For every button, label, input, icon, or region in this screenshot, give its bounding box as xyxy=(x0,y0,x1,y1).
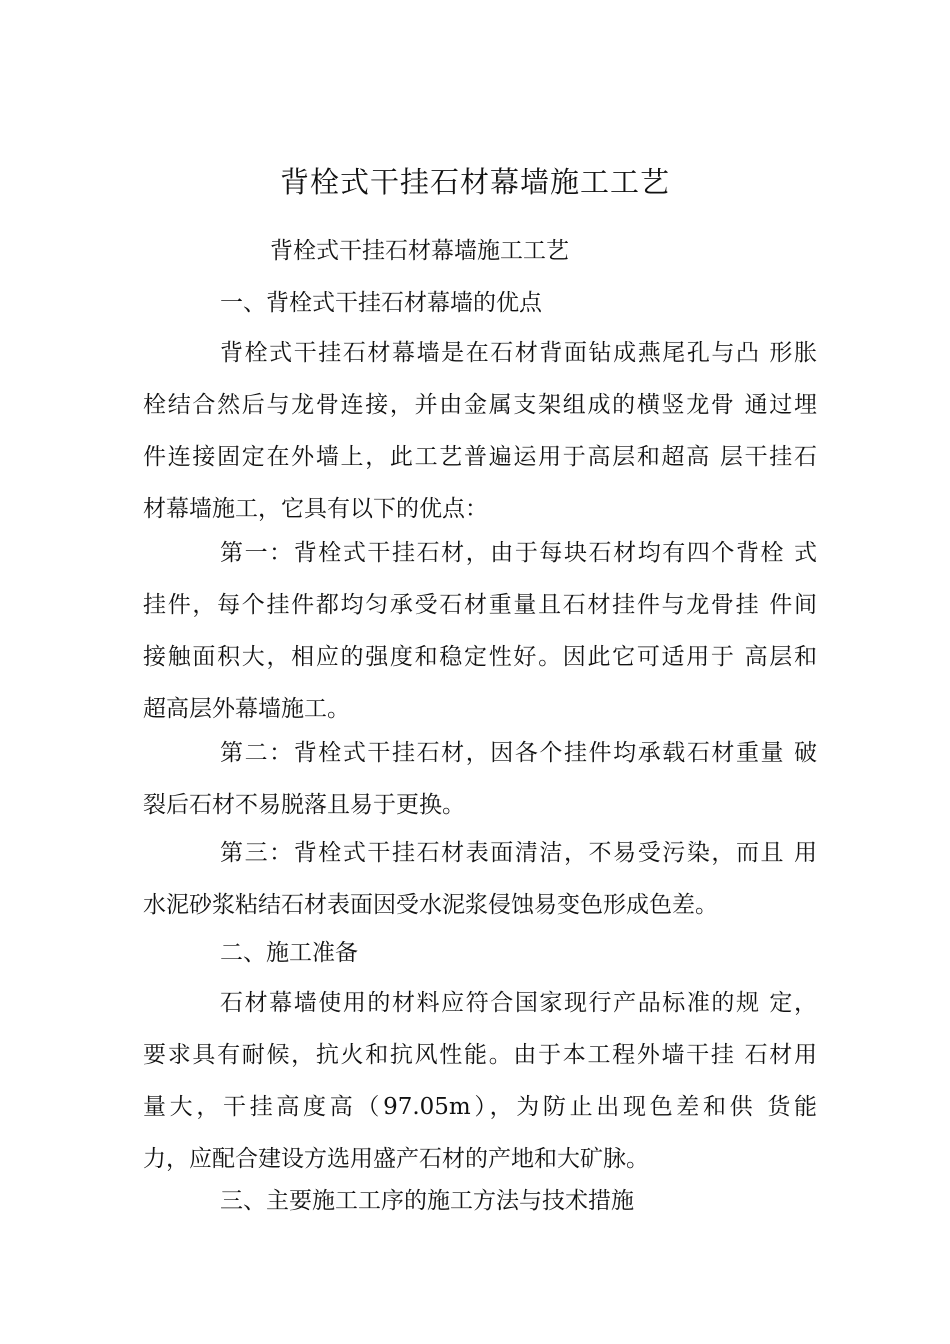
paragraph-line: 第三：背栓式干挂石材表面清洁，不易受污染，而且 用 xyxy=(220,840,817,866)
paragraph-line: 力，应配合建设方选用盛产石材的产地和大矿脉。 xyxy=(143,1146,649,1172)
paragraph-first-advantage xyxy=(143,536,817,744)
paragraph-intro xyxy=(143,336,817,544)
paragraph-line: 水泥砂浆粘结石材表面因受水泥浆侵蚀易变色形成色差。 xyxy=(143,892,718,918)
paragraph-line: 背栓式干挂石材幕墙是在石材背面钻成燕尾孔与凸 形胀 xyxy=(220,340,817,366)
paragraph-line: 挂件，每个挂件都均匀承受石材重量且石材挂件与龙骨挂 件间 xyxy=(143,592,817,618)
paragraph-line: 石材幕墙使用的材料应符合国家现行产品标准的规 定， xyxy=(220,990,817,1016)
paragraph-materials xyxy=(143,986,817,1194)
paragraph-line: 接触面积大，相应的强度和稳定性好。因此它可适用于 高层和 xyxy=(143,644,817,670)
paragraph-line: 第二：背栓式干挂石材，因各个挂件均承载石材重量 破 xyxy=(220,740,817,766)
paragraph-line: 裂后石材不易脱落且易于更换。 xyxy=(143,792,465,818)
paragraph-third-advantage xyxy=(143,836,817,940)
section-heading-advantages: 一、背栓式干挂石材幕墙的优点 xyxy=(220,290,542,316)
paragraph-line: 栓结合然后与龙骨连接，并由金属支架组成的横竖龙骨 通过埋 xyxy=(143,392,817,418)
paragraph-line: 量大，干挂高度高（97.05m），为防止出现色差和供 货能 xyxy=(143,1094,817,1120)
paragraph-line: 要求具有耐候，抗火和抗风性能。由于本工程外墙干挂 石材用 xyxy=(143,1042,817,1068)
paragraph-line: 材幕墙施工，它具有以下的优点： xyxy=(143,496,488,522)
section-heading-methods: 三、主要施工工序的施工方法与技术措施 xyxy=(220,1188,634,1214)
document-title: 背栓式干挂石材幕墙施工工艺 xyxy=(279,165,670,199)
paragraph-line: 第一：背栓式干挂石材，由于每块石材均有四个背栓 式 xyxy=(220,540,817,566)
section-heading-preparation: 二、施工准备 xyxy=(220,940,358,966)
paragraph-line: 超高层外幕墙施工。 xyxy=(143,696,350,722)
document-subtitle: 背栓式干挂石材幕墙施工工艺 xyxy=(270,238,569,264)
paragraph-line: 件连接固定在外墙上，此工艺普遍运用于高层和超高 层干挂石 xyxy=(143,444,817,470)
paragraph-second-advantage xyxy=(143,736,817,840)
